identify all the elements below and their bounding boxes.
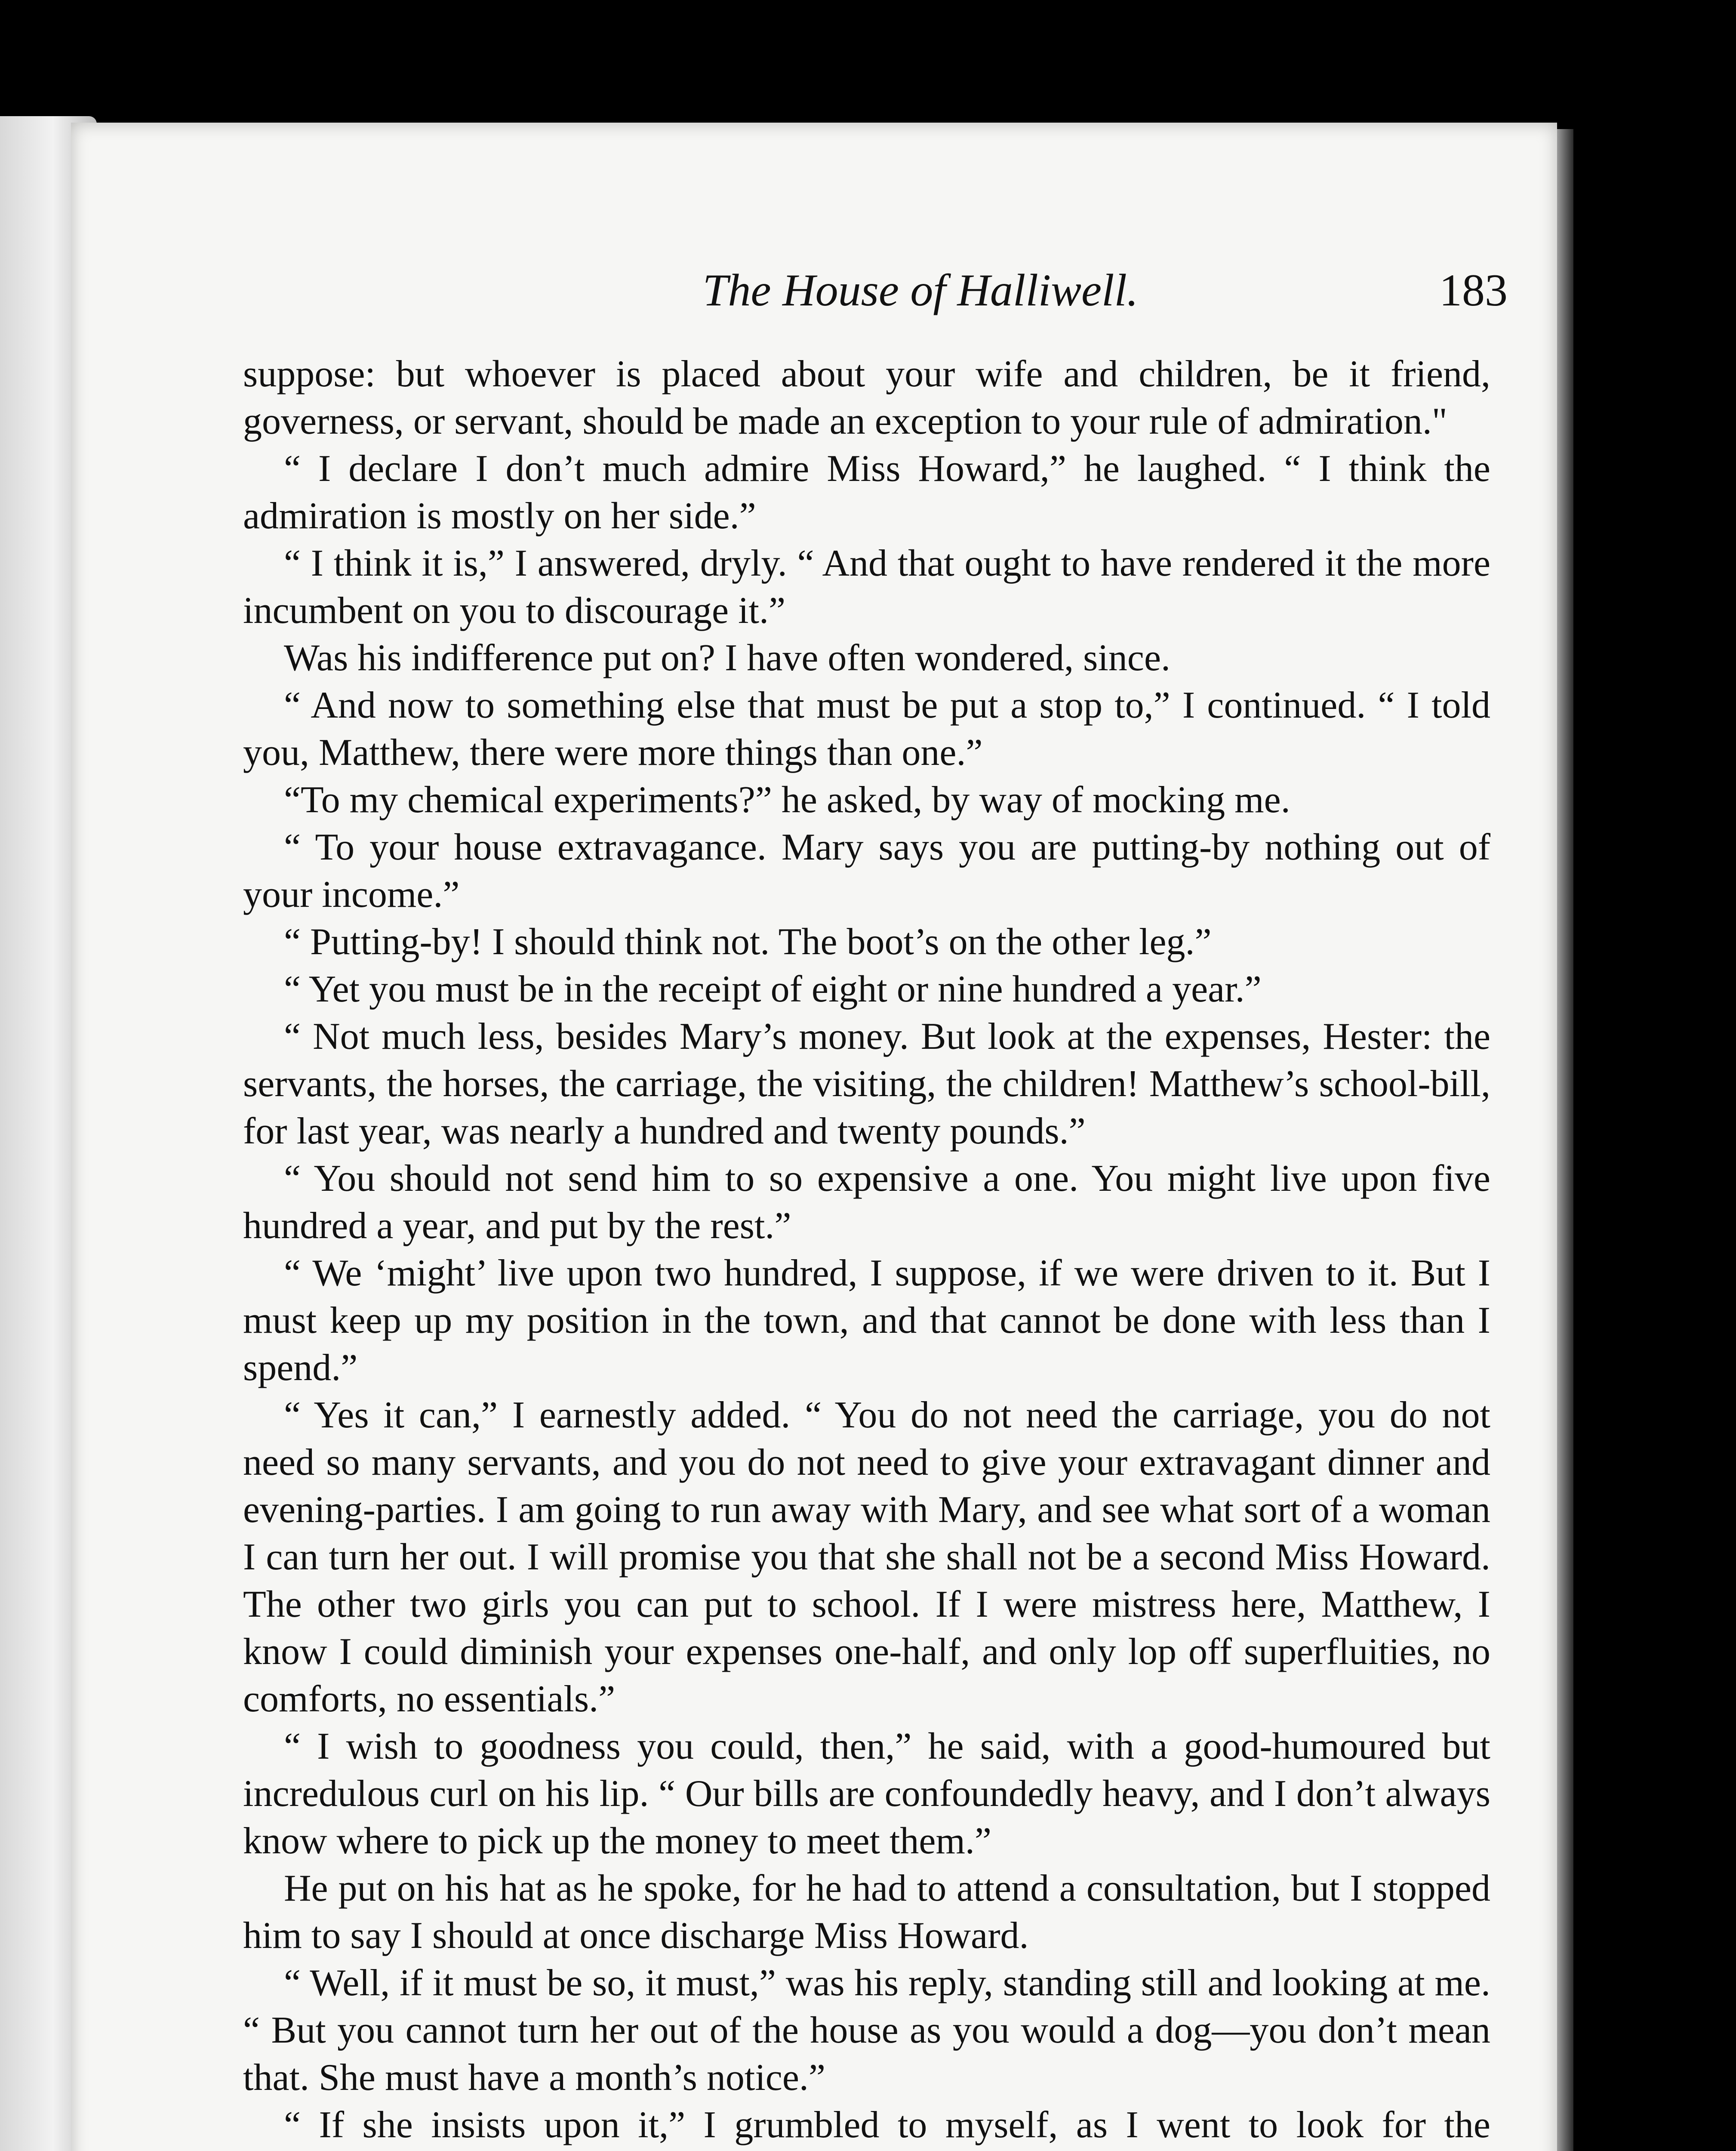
running-head: [170, 258, 1508, 323]
paragraph: “ To your house extravagance. Mary says you are putting-by nothing out of your income.”: [243, 826, 1490, 915]
paragraph: “ Yes it can,” I earnestly added. “ You do not need the carriage, you do not need so many servants, and you do not need to give your extravagant dinner and evening-parties. I am going to run away with Mary, and see what sort of a woman I can turn her out. I will promise you that she shall not be a second Miss Howard. The other two girls you can put to school. If I were mistress here, Matthew, I know I could diminish your expenses one-half, and only lop off superfluities, no comforts, no essentials.”: [243, 1394, 1490, 1720]
paragraph: “To my chemical experiments?” he asked, by way of mocking me.: [284, 779, 1290, 821]
paragraph: “ You should not send him to so expensive a one. You might live upon five hundred a year, and put by the rest.”: [243, 1158, 1490, 1247]
body-text: [243, 351, 1490, 2151]
page-gutter-shadow: [1557, 129, 1573, 2151]
paragraph: “ Putting-by! I should think not. The boot’s on the other leg.”: [284, 921, 1212, 963]
paragraph: “ Yet you must be in the receipt of eight or nine hundred a year.”: [284, 968, 1262, 1010]
paragraph: “ If she insists upon it,” I grumbled to myself, as I went to look for the: [284, 2104, 1490, 2146]
page-number: 183: [1439, 265, 1508, 315]
paragraph: “ I declare I don’t much admire Miss Howard,” he laughed. “ I think the admiration is mostly on her side.”: [243, 448, 1490, 537]
paragraph: Was his indifference put on? I have often wondered, since.: [284, 637, 1170, 679]
paragraph: “ Well, if it must be so, it must,” was his reply, standing still and looking at me. “ But you cannot turn her out of the house as you would a dog—you don’t mean that. She must have a month’s notice.”: [243, 1962, 1490, 2099]
paragraph: suppose: but whoever is placed about your wife and children, be it friend, governess, or servant, should be made an exception to your rule of admiration.": [243, 353, 1490, 442]
paragraph: “ Not much less, besides Mary’s money. But look at the expenses, Hester: the servants, the horses, the carriage, the visiting, the children! Matthew’s school-bill, for last year, was nearly a hundred and twenty pounds.”: [243, 1016, 1490, 1152]
paragraph: “ And now to something else that must be put a stop to,” I continued. “ I told you, Matthew, there were more things than one.”: [243, 684, 1490, 773]
paragraph: “ We ‘might’ live upon two hundred, I suppose, if we were driven to it. But I must keep up my position in the town, and that cannot be done with less than I spend.”: [243, 1252, 1490, 1389]
paragraph: He put on his hat as he spoke, for he had to attend a consultation, but I stopped him to say I should at once discharge Miss Howard.: [243, 1867, 1490, 1957]
paragraph: “ I think it is,” I answered, dryly. “ And that ought to have rendered it the more incumbent on you to discourage it.”: [243, 542, 1490, 632]
paragraph: “ I wish to goodness you could, then,” he said, with a good-humoured but incredulous curl on his lip. “ Our bills are confoundedly heavy, and I don’t always know where to pick up the money to meet them.”: [243, 1726, 1490, 1862]
running-title: The House of Halliwell.: [702, 265, 1139, 315]
